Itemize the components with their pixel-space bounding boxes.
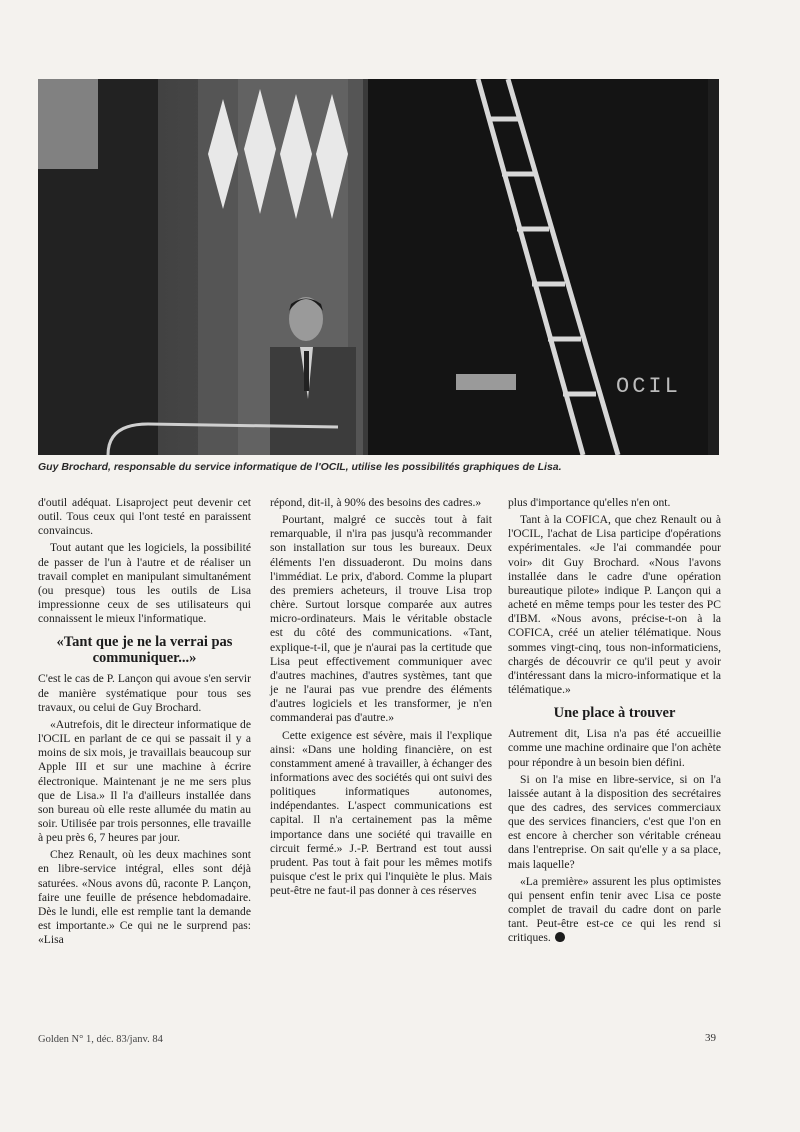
page-number: 39	[705, 1032, 716, 1044]
photo-illustration	[38, 79, 719, 455]
paragraph: «Autrefois, dit le directeur informatique de l'OCIL en parlant de ce qui se passait il y a moins de six mois, je travaillais beaucoup sur Apple III et sur une machine à écrire électronique. Maintenant je ne me sers plus que de Lisa.» Il l'a d'ailleurs installée dans son bureau où elle reste allumée du matin au soir. Utilisée par trois personnes, elle travaille à peu près 6, 7 heures par jour.	[38, 717, 251, 845]
article-column-1	[38, 496, 251, 950]
paragraph: plus d'importance qu'elles n'en ont.	[508, 496, 671, 509]
paragraph: Tout autant que les logiciels, la possibilité de passer de l'un à l'autre et de réaliser un travail complet en manipulant simultanément (ou presque) tous les outils de Lisa impressionne ceux de ses utilisateurs qui connaissent le mieux l'informatique.	[38, 541, 251, 626]
issue-footer: Golden N° 1, déc. 83/janv. 84	[38, 1034, 163, 1045]
paragraph: «La première» assurent les plus optimistes qui pensent enfin tenir avec Lisa ce poste complet de travail du cadre dont on parle tant. Peut-être est-ce ce qui les rend si critiques.	[508, 874, 721, 945]
article-column-2	[270, 496, 492, 901]
article-column-3	[508, 496, 721, 949]
paragraph-with-endmark	[508, 875, 721, 946]
paragraph: Autrement dit, Lisa n'a pas été accueillie comme une machine ordinaire que l'on achète pour répondre à un besoin bien défini.	[508, 727, 721, 769]
apple-endmark-icon	[555, 932, 565, 942]
article-photo	[38, 79, 719, 455]
paragraph: Pourtant, malgré ce succès tout à fait remarquable, il n'ira pas jusqu'à recommander son installation sur tous les bureaux. Deux éléments l'en dissuaderont. Du moins dans l'immédiat. Le prix, d'abord. Comme la plupart des premiers acheteurs, il trouve Lisa trop chère. Surtout lorsque comparée aux autres micro-ordinateurs. Mais le véritable obstacle est du côté des communications. «Tant, explique-t-il, que je n'aurai pas la certitude que Lisa peut effectivement communiquer avec d'autres machines, d'autres systèmes, tant que je ne l'aurai pas vue prendre des éléments d'autres logiciels et les transformer, je n'en commanderai pas d'autre.»	[270, 513, 492, 725]
paragraph: Chez Renault, où les deux machines sont en libre-service intégral, elles sont déjà saturées. «Nous avons dû, raconte P. Lançon, faire une feuille de présence hebdomadaire. Dès le lundi, elle est remplie tant la demande est importante.» Ce qui ne le surprend pas: «Lisa	[38, 848, 251, 947]
paragraph: répond, dit-il, à 90% des besoins des cadres.»	[270, 496, 482, 509]
paragraph: Cette exigence est sévère, mais il l'explique ainsi: «Dans une holding financière, on est constamment amené à travailler, à échanger des informations avec des sociétés qui ont suivi des politiques informatiques autonomes, indépendantes. L'aspect communications est capital. Il n'a certainement pas la même importance dans une société qui travaille en circuit fermé.» J.-P. Bertrand est tout aussi prudent. Pas tout à fait pour les mêmes motifs puisque c'est le prix qui l'inquiète le plus. Mais peut-être ne faut-il pas donner à ces réserves	[270, 728, 492, 898]
paragraph: Si on l'a mise en libre-service, si on l'a laissée autant à la disposition des secrétaires que des cadres, des services commerciaux que des services financiers, c'est que l'on en est encore à chercher son véritable créneau dans l'entreprise. On sait qu'elle y a sa place, mais laquelle?	[508, 772, 721, 871]
paragraph: Tant à la COFICA, que chez Renault ou à l'OCIL, l'achat de Lisa participe d'opérations expérimentales. «Je l'ai commandée pour voir» dit Guy Brochard. «Nous l'avons installée dans le cadre d'une opération bureautique pilote» indique P. Lançon qui a acheté en même temps pour les tester des PC d'IBM. «Nous avons, précise-t-on à la COFICA, créé un atelier télématique. Nous sommes vingt-cinq, tous non-informaticiens, chargés de découvrir ce qu'il peut y avoir d'intéressant dans la micro-informatique et la télématique.»	[508, 513, 721, 697]
section-heading: «Tant que je ne la verrai pas communiquer...»	[56, 634, 233, 667]
photo-caption: Guy Brochard, responsable du service informatique de l'OCIL, utilise les possibilités graphiques de Lisa.	[38, 461, 562, 473]
ocil-sign-text: OCIL	[616, 374, 681, 399]
paragraph: d'outil adéquat. Lisaproject peut devenir cet outil. Tous ceux qui l'ont testé en paraissent convaincus.	[38, 496, 251, 538]
paragraph: C'est le cas de P. Lançon qui avoue s'en servir de manière systématique pour tous ses travaux, ou celui de Guy Brochard.	[38, 672, 251, 714]
section-heading: Une place à trouver	[553, 705, 676, 722]
